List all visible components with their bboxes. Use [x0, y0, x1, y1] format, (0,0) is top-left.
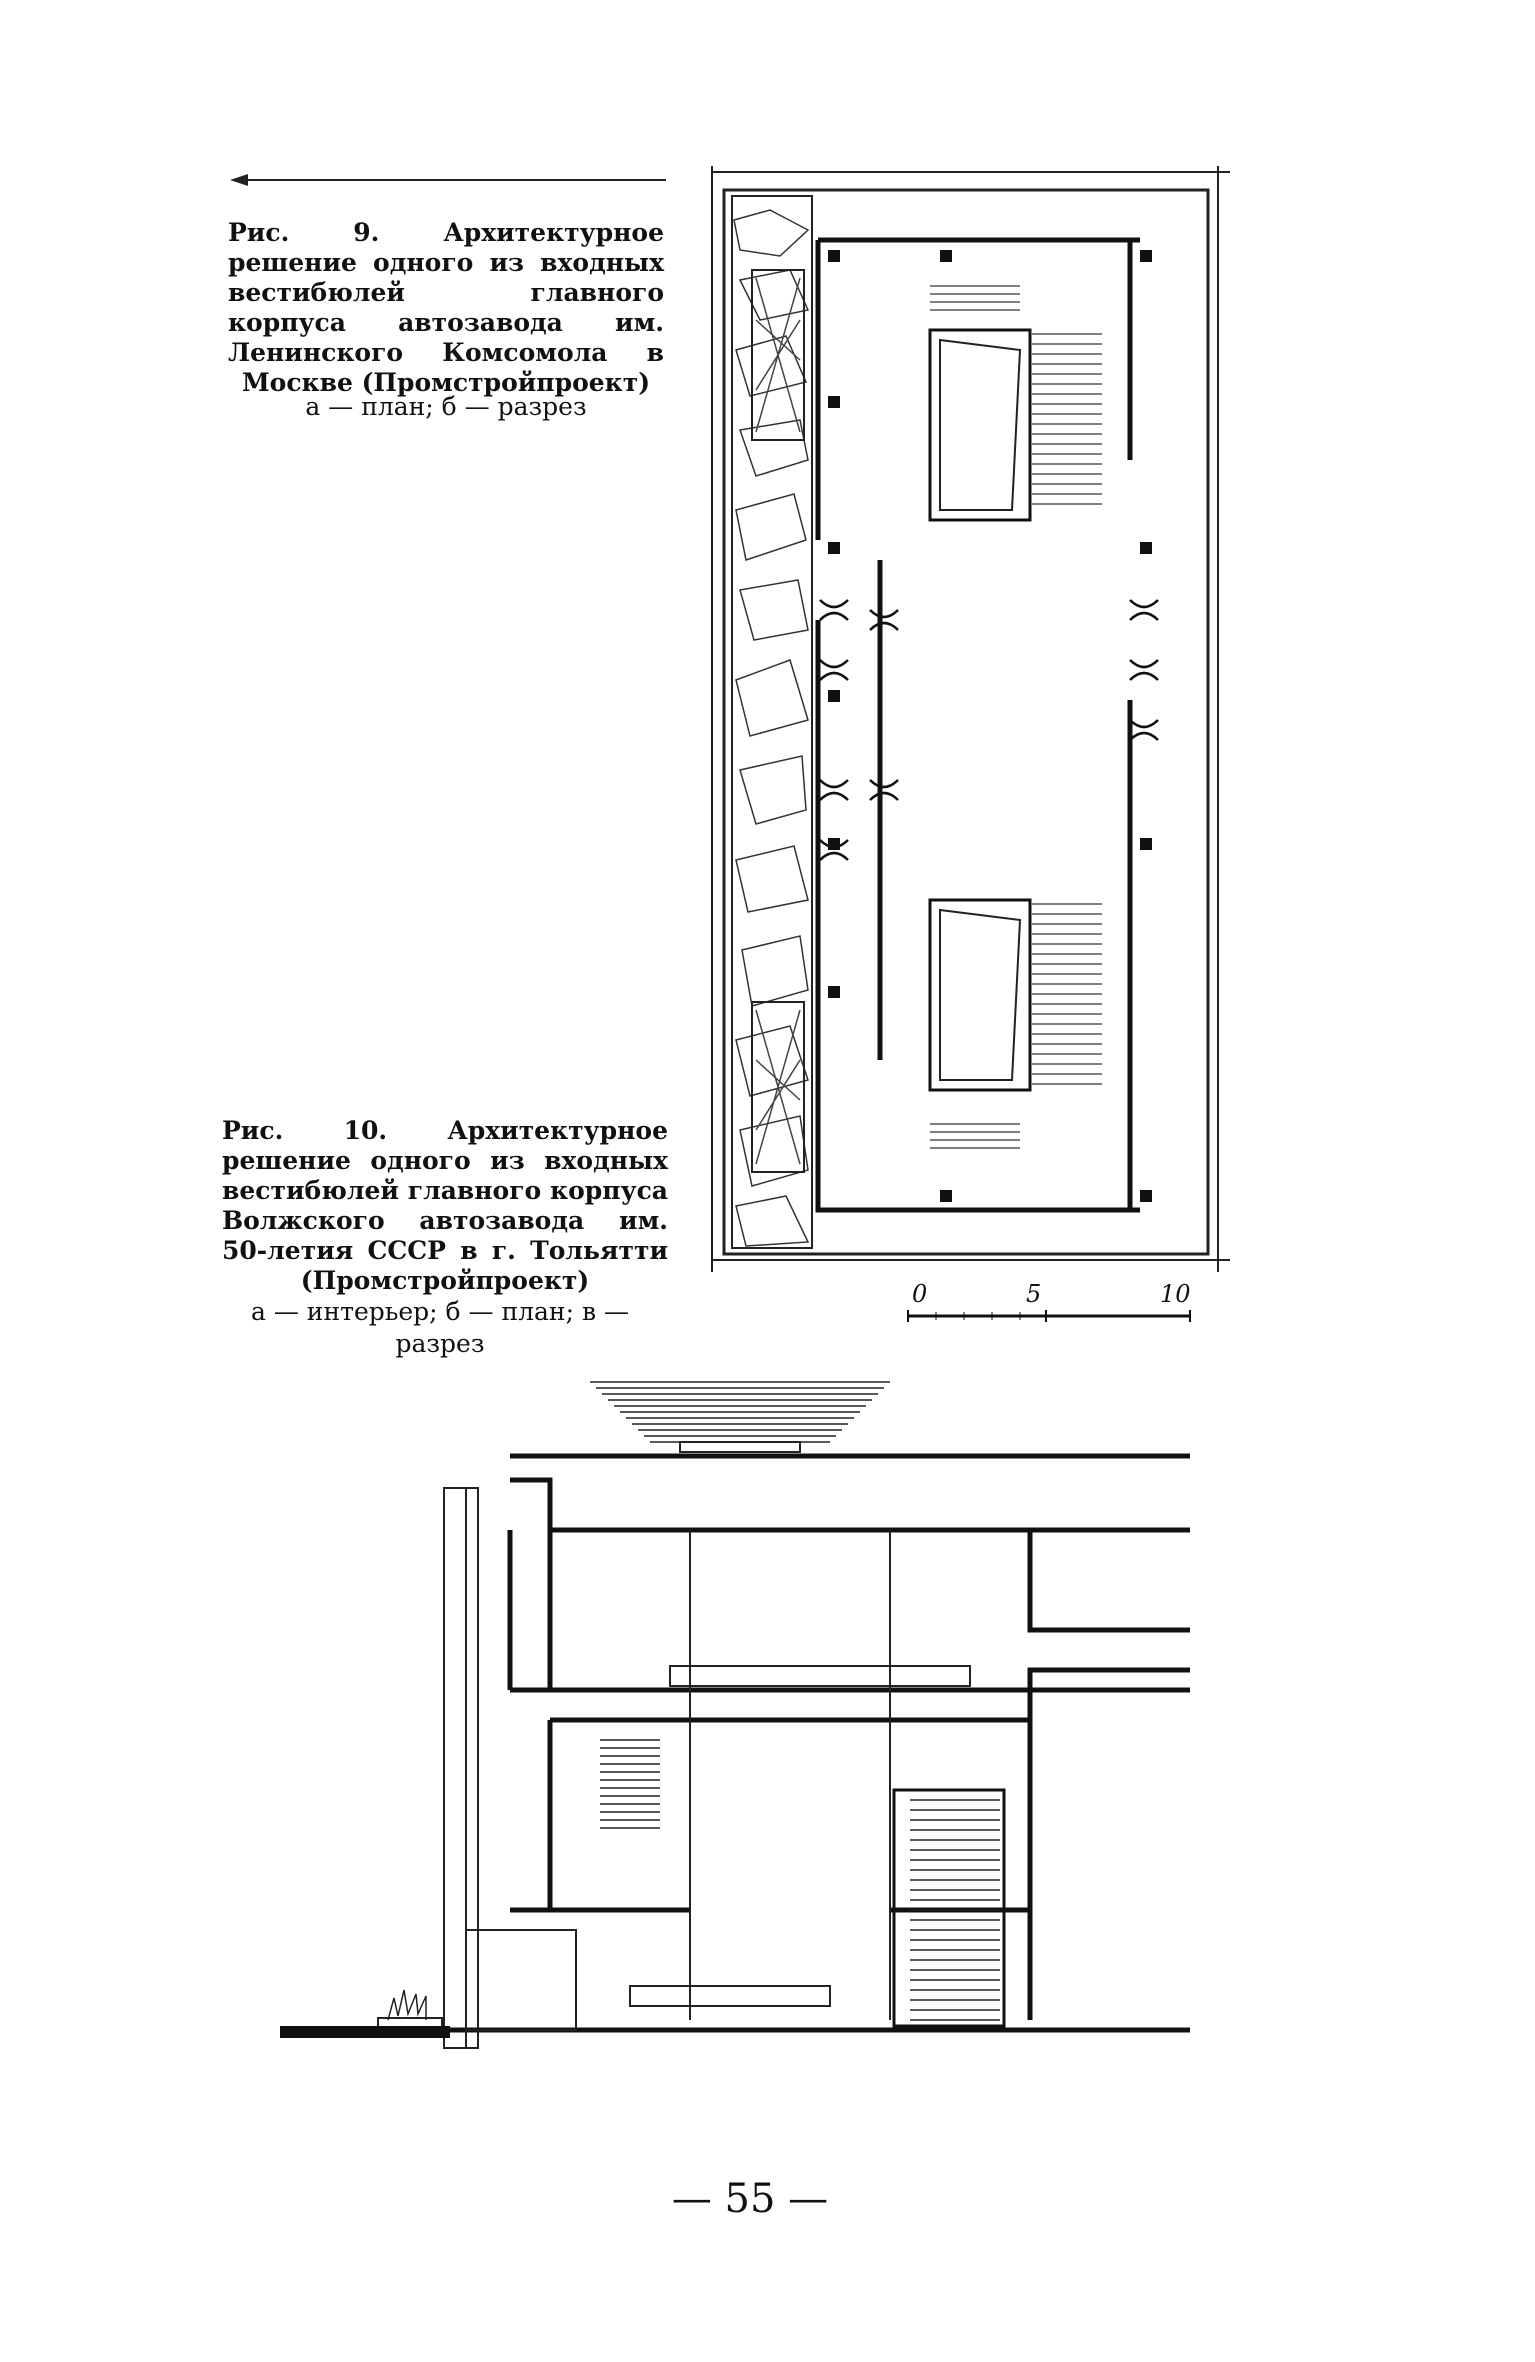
section-drawing — [270, 1370, 1210, 2110]
floor-plan-drawing — [690, 160, 1250, 1280]
scale-label-10: 10 — [1160, 1280, 1191, 1308]
arrow-left-icon — [228, 168, 668, 188]
scale-label-0: 0 — [912, 1280, 928, 1308]
figure10-caption: Рис. 10. Архитектурное решение одного из входных вестибюлей главного корпуса Волжского автозавода им. 50-летия СССР в г. Тольятти (Промстройпроект) — [222, 1116, 668, 1295]
figure9-caption: Рис. 9. Архитектурное решение одного из входных вестибюлей главного корпуса автозавода им. Ленинского Комсомола в Москве (Промстройпроект) — [228, 218, 664, 397]
scale-label-5: 5 — [1026, 1280, 1042, 1308]
figure10-legend: а — интерьер; б — план; в — разрез — [251, 1297, 629, 1358]
figure9-legend: а — план; б — разрез — [305, 392, 587, 421]
page-number: — 55 — — [671, 2176, 829, 2222]
scale-bar — [906, 1306, 1196, 1326]
